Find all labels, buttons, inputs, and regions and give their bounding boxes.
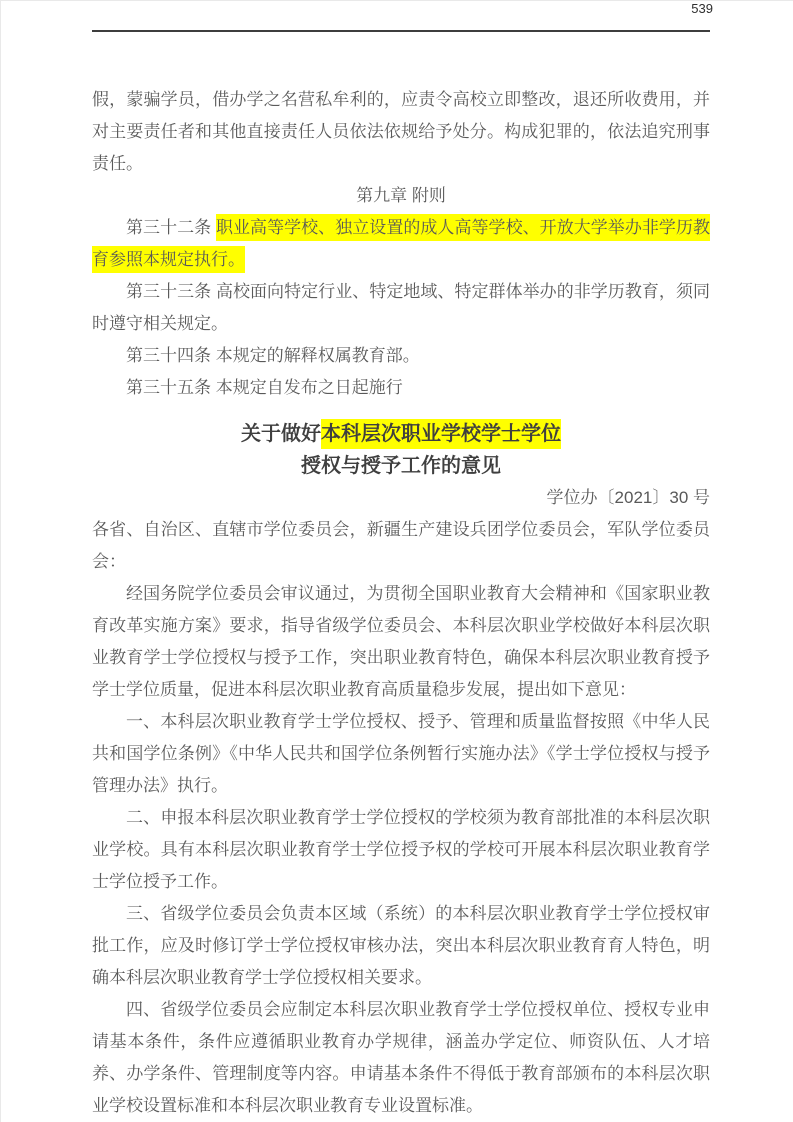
article-paragraph	[92, 212, 710, 276]
page-number: 539	[691, 1, 713, 16]
document-number: 学位办〔2021〕30 号	[546, 488, 710, 507]
notice-paragraph: 一、本科层次职业教育学士学位授权、授予、管理和质量监督按照《中华人民共和国学位条例》《中华人民共和国学位条例暂行实施办法》《学士学位授权与授予管理办法》执行。	[92, 712, 710, 795]
notice-paragraph: 三、省级学位委员会负责本区域（系统）的本科层次职业教育学士学位授权审批工作，应及时修订学士学位授权审核办法，突出本科层次职业教育育人特色，明确本科层次职业教育学士学位授权相关要求。	[92, 904, 710, 987]
article-paragraph	[92, 340, 710, 372]
article-paragraph	[92, 372, 710, 404]
text-run: 第三十二条	[126, 218, 216, 237]
chapter-heading: 第九章 附则	[356, 186, 446, 205]
text-run: 第三十四条 本规定的解释权属教育部。	[126, 346, 420, 365]
notice-paragraph: 四、省级学位委员会应制定本科层次职业教育学士学位授权单位、授权专业申请基本条件，条件应遵循职业教育办学规律，涵盖办学定位、师资队伍、人才培养、办学条件、管理制度等内容。申请基本条件不得低于教育部颁布的本科层次职业学校设置标准和本科层次职业教育专业设置标准。	[92, 1000, 710, 1115]
page-content	[92, 84, 710, 1122]
notice-paragraph: 经国务院学位委员会审议通过，为贯彻全国职业教育大会精神和《国家职业教育改革实施方案》要求，指导省级学位委员会、本科层次职业学校做好本科层次职业教育学士学位授权与授予工作，突出职业教育特色，确保本科层次职业教育授予学士学位质量，促进本科层次职业教育高质量稳步发展，提出如下意见：	[92, 584, 710, 699]
text-run: 第三十三条 高校面向特定行业、特定地域、特定群体举办的非学历教育，须同时遵守相关规定。	[92, 282, 710, 333]
text-run: 关于做好	[241, 423, 321, 445]
notice-title-block	[92, 418, 710, 482]
notice-paragraphs	[92, 578, 710, 1122]
regulation-closing-paragraph: 假，蒙骗学员，借办学之名营私牟利的，应责令高校立即整改，退还所收费用，并对主要责任者和其他直接责任人员依法依规给予处分。构成犯罪的，依法追究刑事责任。	[92, 90, 710, 173]
salutation: 各省、自治区、直辖市学位委员会，新疆生产建设兵团学位委员会，军队学位委员会：	[92, 520, 710, 571]
text-run: 第三十五条 本规定自发布之日起施行	[126, 378, 403, 397]
regulation-articles	[92, 212, 710, 404]
notice-paragraph: 二、申报本科层次职业教育学士学位授权的学校须为教育部批准的本科层次职业学校。具有本科层次职业教育学士学位授予权的学校可开展本科层次职业教育学士学位授予工作。	[92, 808, 710, 891]
article-paragraph	[92, 276, 710, 340]
highlighted-text-run: 本科层次职业学校学士学位	[321, 419, 561, 449]
header-rule	[92, 30, 710, 32]
highlighted-text-run: 职业高等学校、独立设置的成人高等学校、开放大学举办非学历教育参照本规定执行。	[92, 214, 710, 273]
notice-title-line2: 授权与授予工作的意见	[301, 455, 501, 477]
notice-title-line1	[92, 418, 710, 450]
